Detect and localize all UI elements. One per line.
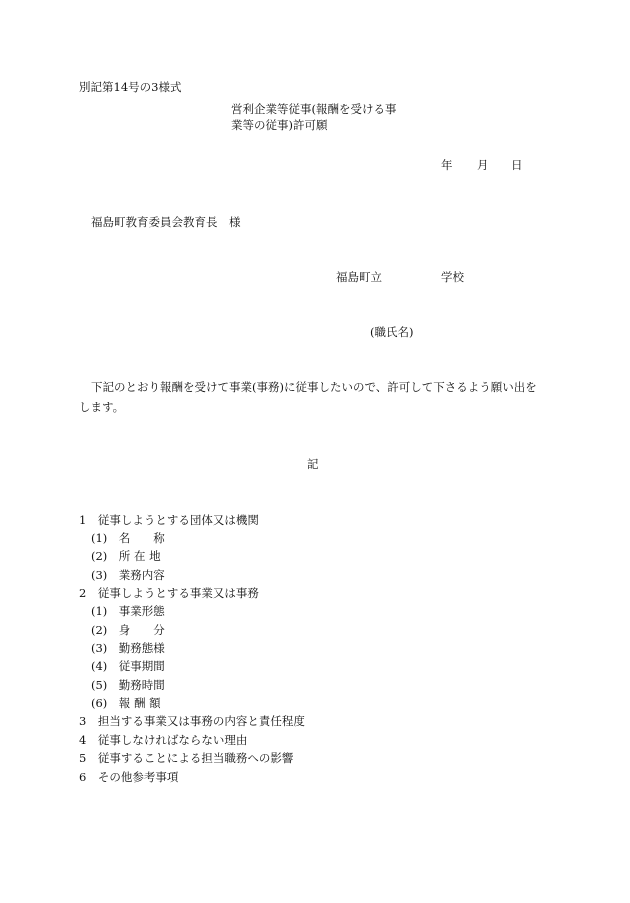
body-text-line-1: 下記のとおり報酬を受けて事業(事務)に従事したいので、許可して下さるよう願い出を: [91, 380, 537, 394]
date-month: 月: [477, 158, 489, 172]
title-line-2: 業等の従事)許可願: [231, 118, 328, 132]
school-prefix: 福島町立: [336, 270, 382, 284]
list-item: (2) 身 分: [91, 623, 165, 637]
ki-heading: 記: [307, 457, 319, 471]
body-text-line-2: します。: [79, 400, 125, 414]
title-line-1: 営利企業等従事(報酬を受ける事: [231, 102, 397, 116]
list-item: 2 従事しようとする事業又は事務: [79, 586, 259, 600]
list-item: (3) 勤務態様: [91, 641, 165, 655]
form-number: 別記第14号の3様式: [79, 80, 182, 94]
list-item: 1 従事しようとする団体又は機関: [79, 513, 259, 527]
list-item: 4 従事しなければならない理由: [79, 733, 248, 747]
list-item: (1) 事業形態: [91, 604, 165, 618]
list-item: (5) 勤務時間: [91, 678, 165, 692]
date-year: 年: [441, 158, 453, 172]
list-item: (2) 所 在 地: [91, 549, 161, 563]
list-item: 3 担当する事業又は事務の内容と責任程度: [79, 714, 305, 728]
addressee: 福島町教育委員会教育長 様: [91, 215, 241, 229]
name-field-label: (職氏名): [370, 325, 414, 339]
list-item: (6) 報 酬 額: [91, 696, 161, 710]
list-item: 6 その他参考事項: [79, 770, 179, 784]
list-item: (3) 業務内容: [91, 568, 165, 582]
list-item: (1) 名 称: [91, 531, 165, 545]
school-suffix: 学校: [441, 270, 464, 284]
list-item: (4) 従事期間: [91, 659, 165, 673]
date-day: 日: [511, 158, 523, 172]
list-item: 5 従事することによる担当職務への影響: [79, 751, 294, 765]
